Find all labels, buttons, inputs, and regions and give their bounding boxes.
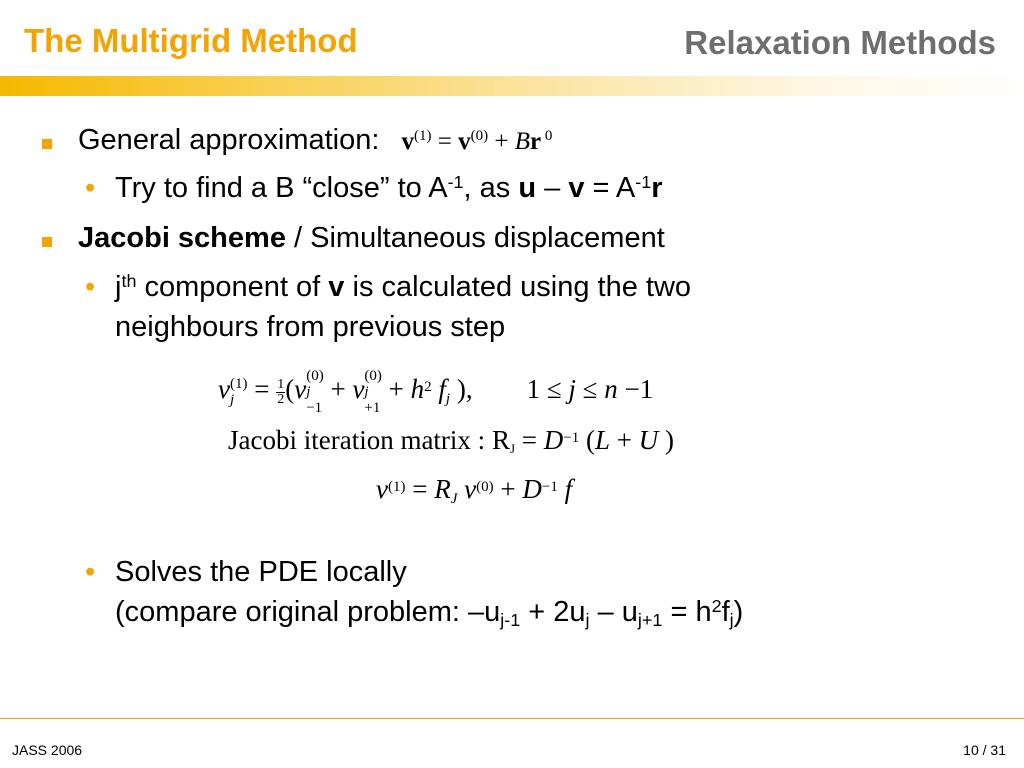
text-part: is calculated using the two [344,271,692,303]
text-part: / Simultaneous displacement [285,222,665,254]
bullet-jacobi-scheme [78,222,665,255]
text-part: = h [662,596,712,628]
bullet-text: General approximation: [78,124,380,156]
bullet-compare-problem [115,596,743,629]
footer-event-label: JASS 2006 [12,742,83,758]
matrix-form-equation: $v^{(1)} = R_J$ $v^{(0)} + D^{-1}$ f [376,474,573,507]
header-gradient-bar [0,76,1024,96]
footer-page-number: 10 / 31 [963,742,1006,758]
square-bullet-icon [42,237,52,247]
dot-bullet-icon: • [85,556,96,588]
superscript: 2 [711,596,722,617]
bold-v: v [568,172,585,204]
bold-v: v [328,271,345,303]
text-part: = A [584,172,636,204]
dot-bullet-icon: • [85,271,96,303]
footer-divider [0,718,1024,719]
text-part: – [536,172,569,204]
bullet-jth-component-line2: neighbours from previous step [115,311,506,343]
text-part: component of [136,271,329,303]
jacobi-matrix-equation: Jacobi iteration matrix : $R_J = D^{-1}$ (L + U ) [228,425,674,456]
text-part: Try to find a B “close” to A [115,172,448,204]
slide-subtitle: Relaxation Methods [684,24,996,61]
square-bullet-icon [42,139,52,149]
bold-text: Jacobi scheme [78,222,286,254]
text-part: (compare original problem: –u [115,596,501,628]
text-part: – u [589,596,638,628]
subscript: j [585,610,590,631]
bullet-jth-component [115,271,691,304]
superscript: -1 [447,172,464,193]
bullet-close-to-inverse [115,172,663,205]
subscript: j [729,610,734,631]
bold-r: r [651,172,663,204]
equation-label: Jacobi iteration matrix : [228,425,492,455]
slide-title: The Multigrid Method [24,22,358,59]
bold-u: u [518,172,537,204]
superscript: -1 [635,172,652,193]
subscript: j-1 [500,610,521,631]
bullet-solves-pde: Solves the PDE locally [115,556,407,588]
superscript: th [121,271,137,292]
subscript: j+1 [637,610,663,631]
text-part: f [721,596,730,628]
text-part: j [115,271,122,303]
inline-equation: $v^{(1)} = v^{(0)} + Br$ $^0$ [401,128,553,155]
text-part: + 2u [520,596,586,628]
bullet-general-approximation [78,124,552,157]
jacobi-update-equation: v (1) j = $\frac{1}{2}$ (v (0) j −1 + v (0) j +1 + $h^2$ $f_j$ ), 1 ≤ j ≤ n −1 [218,368,654,416]
text-part: ) [733,596,744,628]
text-part: , as [463,172,519,204]
dot-bullet-icon: • [85,172,96,204]
